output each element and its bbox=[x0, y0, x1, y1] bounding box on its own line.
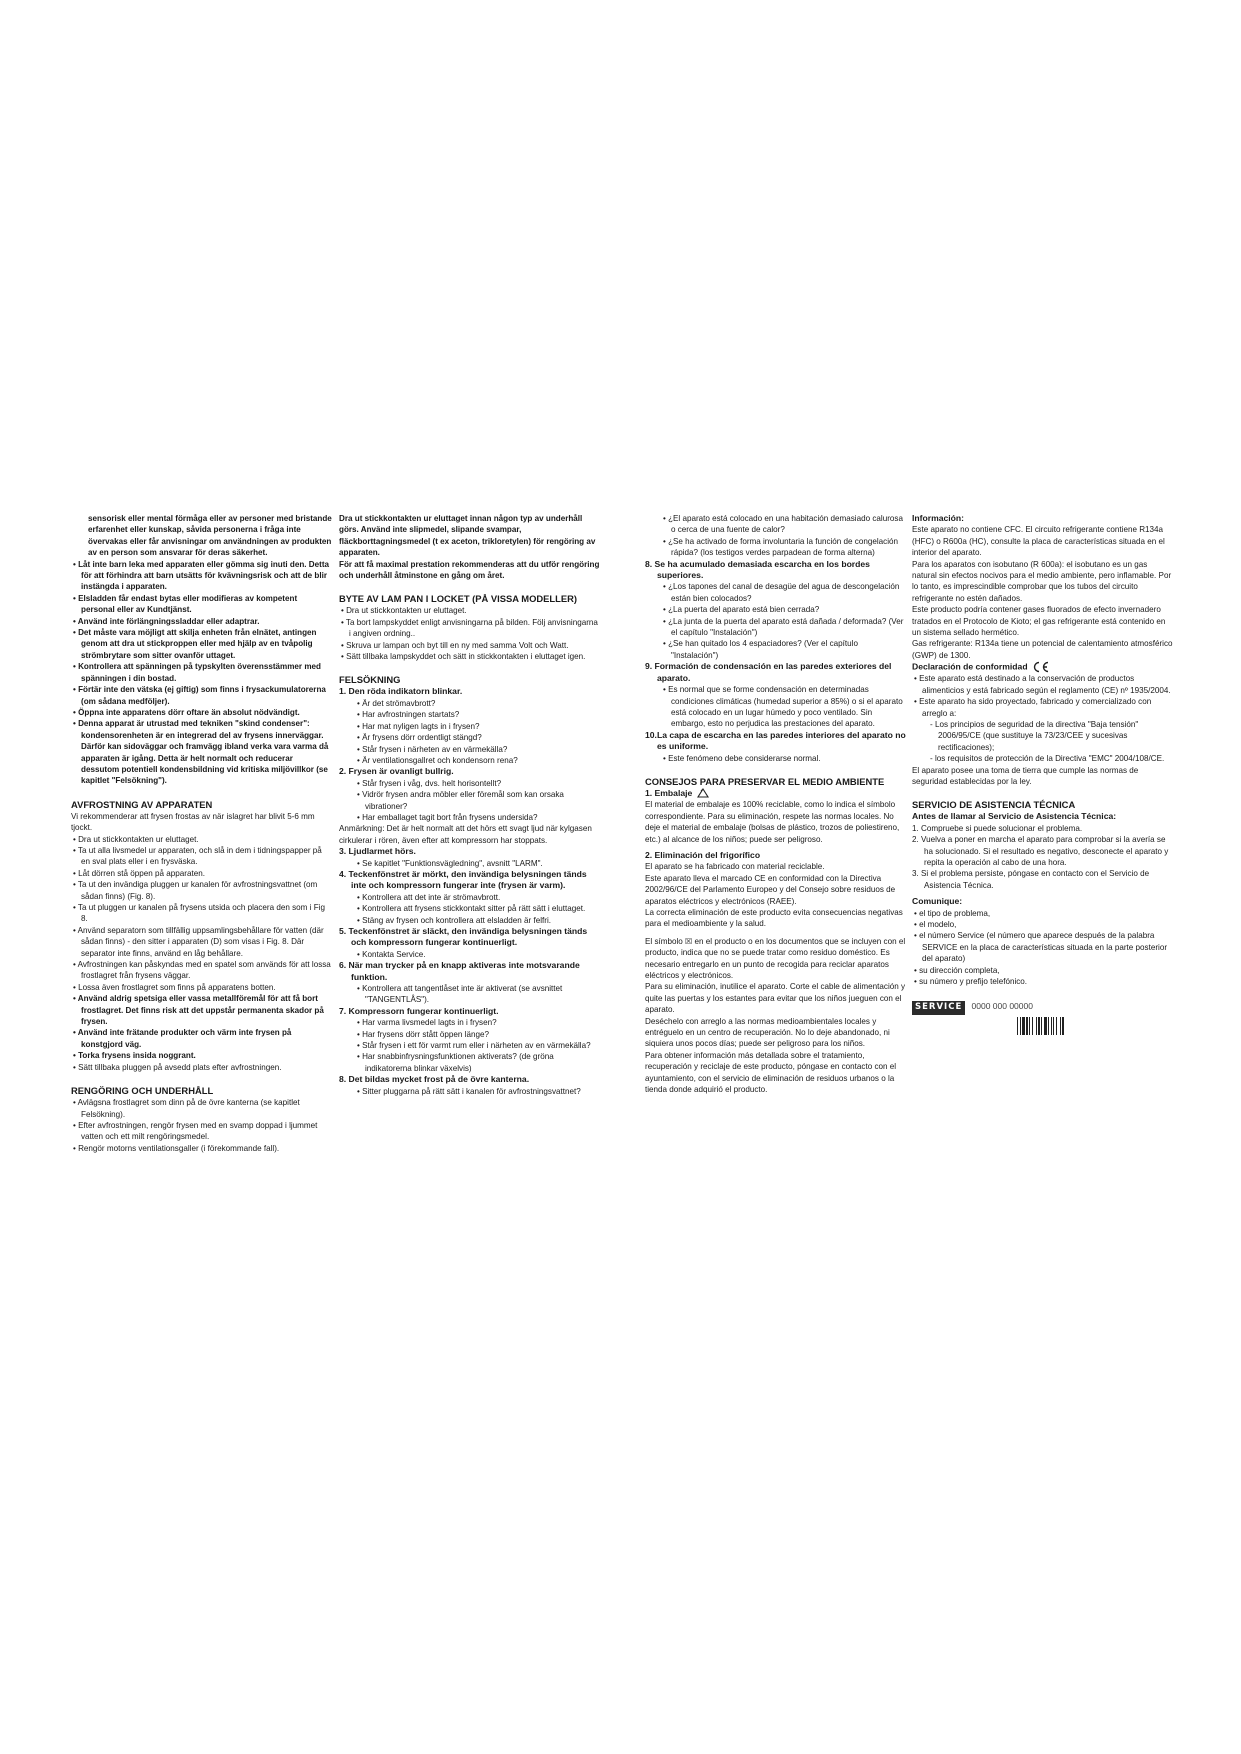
text: • Este aparato ha sido proyectado, fabricado y comercializado con arreglo a: bbox=[914, 697, 1152, 718]
barcode-bar bbox=[1026, 1017, 1028, 1035]
text: La correcta eliminación de este producto evita consecuencias negativas para el medioambiente y la salud. bbox=[645, 908, 903, 929]
numbered-item bbox=[912, 834, 1174, 868]
text: 1. Embalaje bbox=[645, 787, 693, 798]
bullet-item bbox=[71, 627, 333, 661]
barcode-bar bbox=[1062, 1017, 1064, 1035]
paragraph bbox=[645, 861, 907, 872]
text: • Torka frysens insida noggrant. bbox=[73, 1051, 196, 1061]
text: • ¿Los tapones del canal de desagüe del agua de descongelación están bien colocados? bbox=[663, 582, 900, 603]
text: 2. Frysen är ovanligt bullrig. bbox=[339, 766, 454, 777]
text: 9. Formación de condensación en las paredes exteriores del aparato. bbox=[645, 661, 892, 683]
bullet-item bbox=[71, 684, 333, 707]
bullet-item bbox=[912, 753, 1174, 764]
bullet-item bbox=[339, 698, 601, 709]
text: 8. Det bildas mycket frost på de övre kanterna. bbox=[339, 1074, 530, 1085]
barcode-bar bbox=[1041, 1017, 1042, 1035]
paragraph bbox=[645, 907, 907, 930]
bullet-item bbox=[71, 1050, 333, 1061]
section-heading bbox=[71, 1085, 333, 1097]
barcode-icon bbox=[1017, 1017, 1087, 1035]
bullet-item bbox=[339, 858, 601, 869]
bullet-item bbox=[339, 1017, 601, 1028]
bullet-item bbox=[71, 902, 333, 925]
bullet-item bbox=[71, 616, 333, 627]
text: • Står frysen i närheten av en värmekälla? bbox=[357, 744, 508, 754]
bullet-item bbox=[645, 604, 907, 615]
bullet-item bbox=[645, 581, 907, 604]
text: • Avfrostningen kan påskyndas med en spatel som används för att lossa frostlagret från frysens väggar. bbox=[73, 960, 331, 981]
text: 1. Den röda indikatorn blinkar. bbox=[339, 686, 463, 697]
bullet-item bbox=[71, 1062, 333, 1073]
text: • Ta ut alla livsmedel ur apparaten, och slå in dem i tidningspapper på en sval plats eller i en frysväska. bbox=[73, 845, 322, 867]
bullet-item bbox=[71, 959, 333, 982]
ce-mark-icon bbox=[1032, 661, 1050, 673]
text: • ¿La junta de la puerta del aparato está dañada / deformada? (Ver el capítulo "Instalación") bbox=[663, 616, 904, 638]
barcode-bar bbox=[1048, 1017, 1049, 1035]
text: • Använd inte förlängningssladdar eller adaptrar. bbox=[73, 616, 260, 626]
text: Vi rekommenderar att frysen frostas av när islagret har blivit 5-6 mm tjockt. bbox=[71, 811, 315, 833]
bullet-item bbox=[912, 719, 1174, 753]
bullet-item bbox=[339, 732, 601, 743]
text: AVFROSTNING AV APPARATEN bbox=[71, 798, 213, 810]
text: • Står frysen i ett för varmt rum eller i närheten av en värmekälla? bbox=[357, 1041, 591, 1051]
text: • Har mat nyligen lagts in i frysen? bbox=[357, 721, 480, 731]
barcode-bar bbox=[1022, 1017, 1025, 1035]
text: BYTE AV LAM PAN I LOCKET (PÅ VISSA MODELLER) bbox=[339, 593, 578, 605]
numbered-item bbox=[912, 823, 1174, 834]
bullet-item bbox=[71, 559, 333, 593]
bullet-item bbox=[645, 684, 907, 730]
bullet-item bbox=[71, 834, 333, 845]
text: • su dirección completa, bbox=[914, 965, 1000, 975]
service-number: 0000 000 00000 bbox=[971, 1001, 1033, 1012]
bullet-item bbox=[339, 789, 601, 812]
text: • Sätt tillbaka pluggen på avsedd plats efter avfrostningen. bbox=[73, 1062, 282, 1072]
bullet-item bbox=[339, 983, 601, 1006]
text: Para los aparatos con isobutano (R 600a): el isobutano es un gas natural sin efectos nocivos para el medio ambiente, pero inflamable. Por lo tanto, es imprescindible comprobar que los tubos del circuito refrigerante no estén dañados. bbox=[912, 559, 1172, 603]
bullet-item bbox=[339, 1086, 601, 1097]
text: • Står frysen i våg, dvs. helt horisontellt? bbox=[357, 778, 502, 788]
bullet-item bbox=[339, 915, 601, 926]
bullet-item bbox=[339, 903, 601, 914]
column-4-body bbox=[912, 513, 1174, 987]
bullet-item bbox=[645, 536, 907, 559]
bullet-item bbox=[912, 965, 1174, 976]
text: Dra ut stickkontakten ur eluttaget innan någon typ av underhåll görs. Använd inte slipmedel, slipande svampar, fläckborttagningsmedel (t ex aceton, trikloretylen) för rengöring av apparaten. bbox=[339, 514, 596, 558]
text: • Kontrollera att tangentlåset inte är aktiverat (se avsnittet "TANGENTLÅS"). bbox=[357, 984, 563, 1005]
bullet-item bbox=[71, 1027, 333, 1050]
section-heading bbox=[645, 776, 907, 788]
text: • Är det strömavbrott? bbox=[357, 698, 436, 708]
barcode-bar bbox=[1038, 1017, 1040, 1035]
bullet-item bbox=[339, 617, 601, 640]
bullet-item bbox=[71, 982, 333, 993]
numbered-item bbox=[645, 730, 907, 753]
text: RENGÖRING OCH UNDERHÅLL bbox=[71, 1085, 214, 1097]
paragraph bbox=[645, 799, 907, 845]
bullet-item bbox=[339, 721, 601, 732]
text: • Denna apparat är utrustad med tekniken "skind condenser": kondensorenheten är en integrerad del av frysens innerväggar. Därför kan sidoväggar och framvägg ibland verka vara varma då apparaten är igång. Detta är helt normalt och reducerar dessutom potentiell kondensbildning vid kritiska miljövillkor (se kapitlet "Felsökning"). bbox=[73, 719, 329, 786]
text: • Kontrollera att det inte är strömavbrott. bbox=[357, 892, 501, 902]
paragraph bbox=[912, 661, 1174, 673]
text: • Använd inte frätande produkter och värm inte frysen på konstgjord väg. bbox=[73, 1028, 292, 1049]
paragraph bbox=[645, 936, 907, 982]
paragraph bbox=[645, 1050, 907, 1096]
text: • ¿Se han quitado los 4 espaciadores? (Ver el capítulo "Instalación") bbox=[663, 639, 858, 660]
paragraph bbox=[912, 604, 1174, 638]
service-label bbox=[912, 1001, 1174, 1034]
text: Para obtener información más detallada sobre el tratamiento, recuperación y reciclaje de este producto, póngase en contacto con el ayuntamiento, con el servicio de eliminación de residuos urbanos o la tienda donde adquirió el producto. bbox=[645, 1050, 897, 1095]
bullet-item bbox=[339, 651, 601, 662]
bullet-item bbox=[71, 661, 333, 684]
text: • Dra ut stickkontakten ur eluttaget. bbox=[73, 834, 199, 844]
text: • Har varma livsmedel lagts in i frysen? bbox=[357, 1018, 497, 1028]
bullet-item bbox=[71, 1143, 333, 1154]
text: Comunique: bbox=[912, 896, 963, 907]
paragraph bbox=[912, 524, 1174, 558]
text: • Stäng av frysen och kontrollera att elsladden är felfri. bbox=[357, 915, 552, 925]
bullet-item bbox=[339, 1040, 601, 1051]
paragraph bbox=[645, 1016, 907, 1050]
text: • Efter avfrostningen, rengör frysen med en svamp doppad i ljummet vatten och ett milt rengöringsmedel. bbox=[73, 1120, 318, 1142]
text: • el número Service (el número que aparece después de la palabra SERVICE en la placa de características situada en la parte posterior del aparato) bbox=[914, 931, 1168, 964]
text: 10.La capa de escarcha en las paredes interiores del aparato no es uniforme. bbox=[645, 729, 906, 752]
paragraph bbox=[339, 559, 601, 582]
text: • Låt inte barn leka med apparaten eller gömma sig inuti den. Detta för att förhindra att barn utsätts för kvävningsrisk och att de blir instängda i apparaten. bbox=[73, 559, 330, 592]
text: El aparato se ha fabricado con material reciclable. bbox=[645, 862, 825, 872]
bullet-item bbox=[339, 1051, 601, 1074]
text: • Använd separatorn som tillfällig uppsamlingsbehållare för vatten (där sådan finns) - den sitter i apparaten (D) som visas i Fig. 8. Där separator inte finns, använd en låg behållare. bbox=[73, 925, 324, 958]
text: • Kontrollera att spänningen på typskylten överensstämmer med spänningen i din bostad. bbox=[73, 662, 321, 683]
text: CONSEJOS PARA PRESERVAR EL MEDIO AMBIENTE bbox=[645, 775, 885, 787]
recycle-icon bbox=[696, 788, 710, 799]
bullet-item bbox=[339, 755, 601, 766]
text: • Avlägsna frostlagret som dinn på de övre kanterna (se kapitlet Felsökning). bbox=[73, 1098, 300, 1119]
text: • Lossa även frostlagret som finns på apparatens botten. bbox=[73, 982, 276, 992]
text: • ¿La puerta del aparato está bien cerrada? bbox=[663, 605, 820, 615]
barcode-bar bbox=[1056, 1017, 1057, 1035]
text: • Har frysens dörr stått öppen länge? bbox=[357, 1029, 489, 1039]
text: • Har emballaget tagit bort från frysens undersida? bbox=[357, 812, 538, 822]
text: • el tipo de problema, bbox=[914, 908, 991, 918]
text: • Este aparato está destinado a la conservación de productos alimenticios y está fabricado según el reglamento (CE) nº 1935/2004. bbox=[914, 674, 1171, 695]
text: Anmärkning: Det är helt normalt att det hörs ett svagt ljud när kylgasen cirkulerar i rören, även efter att kompressorn har stoppats. bbox=[339, 824, 592, 845]
text: • Este fenómeno debe considerarse normal. bbox=[663, 753, 821, 763]
barcode-bar bbox=[1053, 1017, 1054, 1035]
text: Declaración de conformidad bbox=[912, 661, 1028, 672]
bullet-item bbox=[645, 616, 907, 639]
text: • Ta bort lampskyddet enligt anvisningarna på bilden. Följ anvisningarna i angiven ordning.. bbox=[341, 617, 598, 639]
text: • Öppna inte apparatens dörr oftare än absolut nödvändigt. bbox=[73, 707, 300, 717]
text: Este aparato no contiene CFC. El circuito refrigerante contiene R134a (HFC) o R600a (HC), consulte la placa de características situada en el interior del aparato. bbox=[912, 525, 1165, 558]
column-1 bbox=[71, 513, 333, 1154]
numbered-item bbox=[339, 766, 601, 777]
barcode-bar bbox=[1036, 1017, 1037, 1035]
barcode-bar bbox=[1029, 1017, 1030, 1035]
barcode-bar bbox=[1020, 1017, 1021, 1035]
numbered-item bbox=[339, 960, 601, 983]
text: • Har snabbinfrysningsfunktionen aktiverats? (de gröna indikatorerna blinkar växelvis) bbox=[357, 1052, 554, 1073]
text: För att få maximal prestation rekommenderas att du utför rengöring och underhåll åtminstone en gång om året. bbox=[339, 559, 600, 581]
column-4 bbox=[912, 513, 1174, 1035]
bullet-item bbox=[645, 638, 907, 661]
text: • Är ventilationsgallret och kondensorn rena? bbox=[357, 755, 518, 765]
paragraph bbox=[71, 811, 333, 834]
numbered-item bbox=[339, 846, 601, 857]
text: • Sitter pluggarna på rätt sätt i kanalen för avfrostningsvattnet? bbox=[357, 1086, 581, 1096]
text: 8. Se ha acumulado demasiada escarcha en los bordes superiores. bbox=[645, 558, 870, 581]
barcode-bar bbox=[1017, 1017, 1018, 1035]
bullet-item bbox=[912, 673, 1174, 696]
bullet-item bbox=[71, 879, 333, 902]
text: • ¿El aparato está colocado en una habitación demasiado calurosa o cerca de una fuente de calor? bbox=[663, 514, 903, 535]
text: FELSÖKNING bbox=[339, 674, 401, 686]
bullet-item bbox=[339, 744, 601, 755]
bullet-item bbox=[339, 778, 601, 789]
paragraph bbox=[339, 513, 601, 559]
bullet-item bbox=[339, 1029, 601, 1040]
bullet-item bbox=[912, 930, 1174, 964]
bullet-item bbox=[912, 976, 1174, 987]
text: • Det måste vara möjligt att skilja enheten från elnätet, antingen genom att dra ut stickproppen eller med hjälp av en tvåpolig strömbrytare som sitter ovanför uttaget. bbox=[73, 628, 317, 660]
bullet-item bbox=[71, 845, 333, 868]
text: 1. Compruebe si puede solucionar el problema. bbox=[912, 823, 1083, 833]
bullet-item bbox=[645, 753, 907, 764]
bullet-item bbox=[71, 718, 333, 786]
barcode-bar bbox=[1060, 1017, 1061, 1035]
barcode-bar bbox=[1032, 1017, 1033, 1035]
text: • Es normal que se forme condensación en determinadas condiciones climáticas (humedad superior a 85%) o si el aparato está colocado en un lugar húmedo y poco ventilado. Sin embargo, esto no perjudica las prestaciones del aparato. bbox=[663, 685, 903, 729]
paragraph bbox=[645, 850, 907, 861]
paragraph bbox=[912, 513, 1174, 524]
text: - Los principios de seguridad de la directiva "Baja tensión" 2006/95/CE (que sustituye la 73/23/CEE y sucesivas rectificaciones); bbox=[930, 719, 1139, 752]
bullet-item bbox=[339, 892, 601, 903]
bullet-item bbox=[71, 593, 333, 616]
bullet-item bbox=[71, 993, 333, 1027]
column-2 bbox=[339, 513, 601, 1097]
text: Para su eliminación, inutilice el aparato. Corte el cable de alimentación y quite las puertas y los estantes para evitar que los niños jueguen con el aparato. bbox=[645, 982, 906, 1015]
numbered-item bbox=[339, 869, 601, 892]
text: • Rengör motorns ventilationsgaller (i förekommande fall). bbox=[73, 1143, 280, 1153]
paragraph bbox=[645, 788, 907, 799]
text: sensorisk eller mental förmåga eller av personer med bristande erfarenhet eller kunskap, såvida personerna i fråga inte övervakas eller får anvisningar om användningen av produkten av en person som ansvarar för deras säkerhet. bbox=[88, 514, 332, 558]
bullet-item bbox=[71, 707, 333, 718]
paragraph bbox=[645, 873, 907, 907]
text: • Elsladden får endast bytas eller modifieras av kompetent personal eller av Kundtjänst. bbox=[73, 593, 298, 615]
text: 2. Eliminación del frigorífico bbox=[645, 849, 761, 860]
text: El aparato posee una toma de tierra que cumple las normas de seguridad establecidas por la ley. bbox=[912, 765, 1139, 786]
text: • Använd aldrig spetsiga eller vassa metallföremål för att få bort frostlagret. Det finns risk att det uppstår permanenta skador på frysen. bbox=[73, 994, 324, 1027]
text: 6. När man trycker på en knapp aktiveras inte motsvarande funktion. bbox=[339, 960, 580, 982]
bullet-item bbox=[71, 1097, 333, 1120]
bullet-item bbox=[912, 919, 1174, 930]
text: • Ta ut den invändiga pluggen ur kanalen för avfrostningsvattnet (om sådan finns) (Fig. 8). bbox=[73, 880, 318, 901]
section-heading bbox=[912, 799, 1174, 811]
barcode-bar bbox=[1044, 1017, 1047, 1035]
bullet-item bbox=[71, 925, 333, 959]
numbered-item bbox=[339, 1074, 601, 1085]
text: 5. Teckenfönstret är släckt, den invändiga belysningen tänds och kompressorn fungerar kontinuerligt. bbox=[339, 926, 588, 948]
barcode-bar bbox=[1051, 1017, 1052, 1035]
service-word: SERVICE bbox=[912, 1001, 965, 1014]
text: • Vidrör frysen andra möbler eller föremål som kan orsaka vibrationer? bbox=[357, 790, 564, 811]
text: • el modelo, bbox=[914, 920, 957, 929]
text: Este aparato lleva el marcado CE en conformidad con la Directiva 2002/96/CE del Parlamento Europeo y del Consejo sobre residuos de aparatos eléctricos y electrónicos (RAEE). bbox=[645, 873, 896, 906]
paragraph bbox=[912, 811, 1174, 822]
text: • Se kapitlet "Funktionsvägledning", avsnitt "LARM". bbox=[357, 858, 543, 868]
text: • Skruva ur lampan och byt till en ny med samma Volt och Watt. bbox=[341, 640, 569, 650]
numbered-item bbox=[645, 559, 907, 582]
text: 3. Si el problema persiste, póngase en contacto con el Servicio de Asistencia Técnica. bbox=[912, 869, 1150, 890]
bullet-item bbox=[339, 709, 601, 720]
bullet-item bbox=[339, 605, 601, 616]
text: Información: bbox=[912, 513, 965, 523]
text: 3. Ljudlarmet hörs. bbox=[339, 846, 416, 857]
text: 2. Vuelva a poner en marcha el aparato para comprobar si la avería se ha solucionado. Si el resultado es negativo, desconecte el aparato y repita la operación al cabo de una hora. bbox=[912, 835, 1169, 867]
paragraph bbox=[912, 765, 1174, 788]
bullet-item bbox=[339, 640, 601, 651]
text: SERVICIO DE ASISTENCIA TÉCNICA bbox=[912, 799, 1076, 811]
column-3 bbox=[645, 513, 907, 1096]
text: 4. Teckenfönstret är mörkt, den invändiga belysningen tänds inte och kompressorn fungerar inte (frysen är varm). bbox=[339, 868, 587, 891]
bullet-item bbox=[912, 696, 1174, 719]
paragraph bbox=[645, 981, 907, 1015]
numbered-item bbox=[912, 868, 1174, 891]
text: El símbolo ☒ en el producto o en los documentos que se incluyen con el producto, indica que no se puede tratar como residuo doméstico. Es necesario entregarlo en un punto de recogida para reciclar aparatos eléctricos y electrónicos. bbox=[645, 936, 906, 981]
bullet-item bbox=[339, 812, 601, 823]
text: 7. Kompressorn fungerar kontinuerligt. bbox=[339, 1005, 499, 1016]
text: • ¿Se ha activado de forma involuntaria la función de congelación rápida? (los testigos verdes parpadean de forma alterna) bbox=[663, 536, 898, 558]
paragraph bbox=[912, 638, 1174, 661]
text: • Dra ut stickkontakten ur eluttaget. bbox=[341, 606, 467, 616]
bullet-item bbox=[912, 908, 1174, 919]
numbered-item bbox=[339, 926, 601, 949]
text: • Är frysens dörr ordentligt stängd? bbox=[357, 733, 482, 743]
text: Deséchelo con arreglo a las normas medioambientales locales y entréguelo en un centro de recuperación. No lo deje abandonado, ni siquiera unos pocos días; puede ser peligroso para los niños. bbox=[645, 1016, 890, 1049]
text: • Ta ut pluggen ur kanalen på frysens utsida och placera den som i Fig 8. bbox=[73, 903, 325, 924]
numbered-item bbox=[339, 1006, 601, 1017]
text: Gas refrigerante: R134a tiene un potencial de calentamiento atmosférico (GWP) de 1300. bbox=[912, 639, 1173, 660]
bullet-item bbox=[71, 868, 333, 879]
section-heading bbox=[339, 593, 601, 605]
paragraph bbox=[912, 896, 1174, 907]
text: • Förtär inte den vätska (ej giftig) som finns i frysackumulatorerna (om sådana medföljer). bbox=[73, 685, 326, 706]
numbered-item bbox=[645, 661, 907, 684]
bullet-item bbox=[645, 513, 907, 536]
paragraph bbox=[339, 823, 601, 846]
bullet-item bbox=[339, 949, 601, 960]
text: Antes de llamar al Servicio de Asistencia Técnica: bbox=[912, 811, 1117, 822]
text: • Kontrollera att frysens stickkontakt sitter på rätt sätt i eluttaget. bbox=[357, 904, 586, 914]
text: - los requisitos de protección de la Directiva "EMC" 2004/108/CE. bbox=[930, 754, 1165, 764]
bullet-item bbox=[71, 1120, 333, 1143]
text: • Kontakta Service. bbox=[357, 949, 426, 959]
paragraph bbox=[71, 513, 333, 559]
text: • Låt dörren stå öppen på apparaten. bbox=[73, 868, 205, 878]
text: Este producto podría contener gases fluorados de efecto invernadero tratados en el Protocolo de Kioto; el gas refrigerante está contenido en un sistema sellado hermético. bbox=[912, 605, 1166, 638]
text: • su número y prefijo telefónico. bbox=[914, 977, 1028, 987]
numbered-item bbox=[339, 686, 601, 697]
text: • Har avfrostningen startats? bbox=[357, 710, 460, 720]
text: El material de embalaje es 100% reciclable, como lo indica el símbolo correspondiente. Para su eliminación, respete las normas locales. No deje el material de embalaje (bolsas de plástico, trozos de poliestireno, etc.) al alcance de los niños; puede ser peligroso. bbox=[645, 800, 900, 844]
text: • Sätt tillbaka lampskyddet och sätt in stickkontakten i eluttaget igen. bbox=[341, 652, 586, 662]
paragraph bbox=[912, 559, 1174, 605]
section-heading bbox=[71, 799, 333, 811]
section-heading bbox=[339, 674, 601, 686]
